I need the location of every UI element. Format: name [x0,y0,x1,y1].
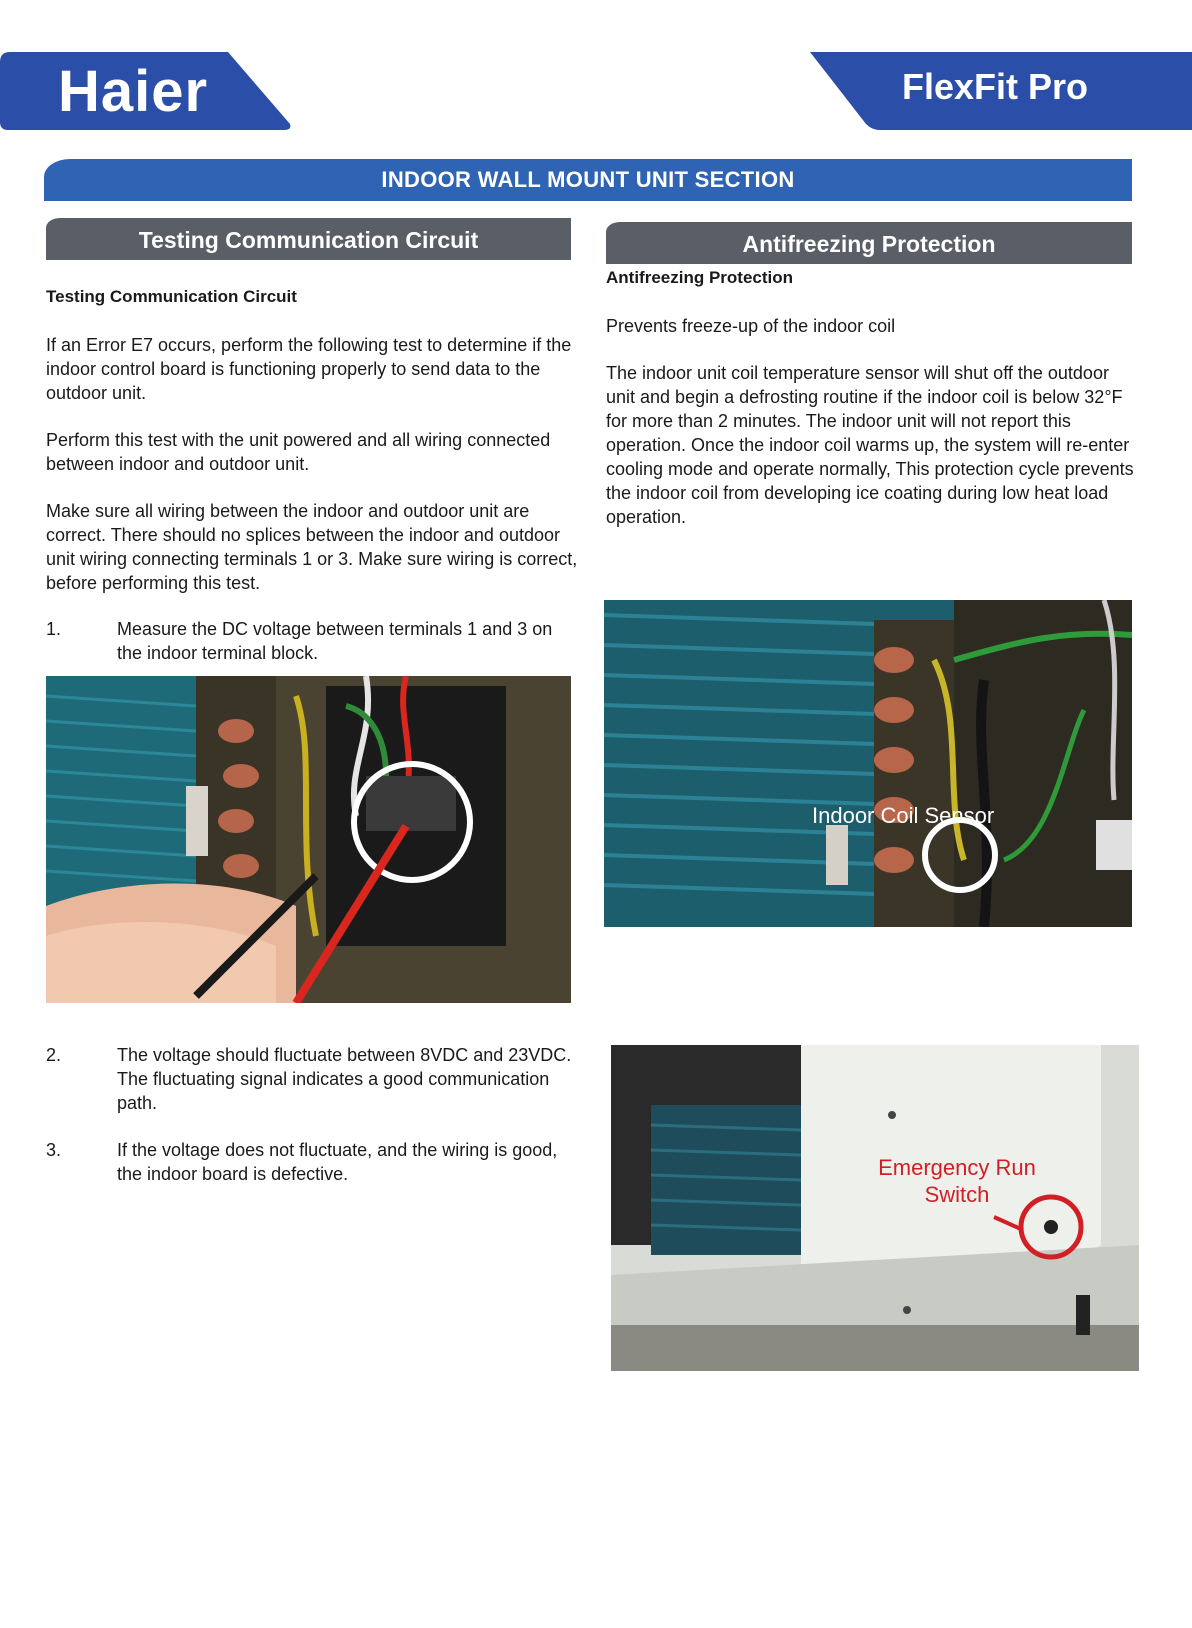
right-subheading: Antifreezing Protection [606,268,794,287]
section-banner [44,159,1132,201]
right-paragraph-1: Prevents freeze-up of the indoor coil [606,316,896,336]
section-title: INDOOR WALL MOUNT UNIT SECTION [381,167,795,192]
left-paragraph-2: Perform this test with the unit powered and all wiring connected between indoor and outdoor unit. [46,430,551,474]
product-name: FlexFit Pro [902,66,1089,107]
emergency-switch-photo [611,1045,1139,1371]
step-text: If the voltage does not fluctuate, and the wiring is good, the indoor board is defective. [117,1140,558,1184]
left-paragraph-1: If an Error E7 occurs, perform the following test to determine if the indoor control board is functioning properly to send data to the outdoor unit. [46,335,572,403]
left-paragraph-3: Make sure all wiring between the indoor and outdoor unit are correct. There should no splices between the indoor and outdoor unit wiring connecting terminals 1 or 3. Make sure wiring is correct, before performing this test. [46,501,578,593]
haier-logo: Haier [58,59,209,124]
emergency-label-line2: Switch [924,1182,990,1207]
step-text: Measure the DC voltage between terminals 1 and 3 on the indoor terminal block. [117,619,553,663]
product-tab [810,52,1192,130]
brand-logo-tab [0,52,300,130]
right-paragraph-2: The indoor unit coil temperature sensor will shut off the outdoor unit and begin a defrosting routine if the indoor coil is below 32°F for more than 2 minutes. The indoor unit will not report this operation. Once the indoor coil warms up, the system will re-enter cooling mode and operate normally, This protection cycle prevents the indoor coil from developing ice coating during low heat load operation. [606,363,1134,527]
step-number: 3. [46,1140,62,1160]
left-subheading: Testing Communication Circuit [46,287,297,306]
right-column-header [606,222,1132,264]
terminal-block-photo [46,676,571,1003]
step-3 [46,1138,581,1188]
left-column-header-text: Testing Communication Circuit [138,227,479,253]
left-column-header [46,218,571,260]
step-text: The voltage should fluctuate between 8VDC and 23VDC. The fluctuating signal indicates a good communication path. [117,1045,572,1113]
step-2 [46,1043,581,1118]
step-1 [46,617,581,667]
emergency-label-line1: Emergency Run [878,1155,1036,1180]
step-number: 1. [46,619,62,639]
right-column-header-text: Antifreezing Protection [742,231,996,257]
step-number: 2. [46,1045,62,1065]
coil-sensor-photo [604,600,1132,927]
coil-sensor-label: Indoor Coil Sensor [812,803,995,828]
